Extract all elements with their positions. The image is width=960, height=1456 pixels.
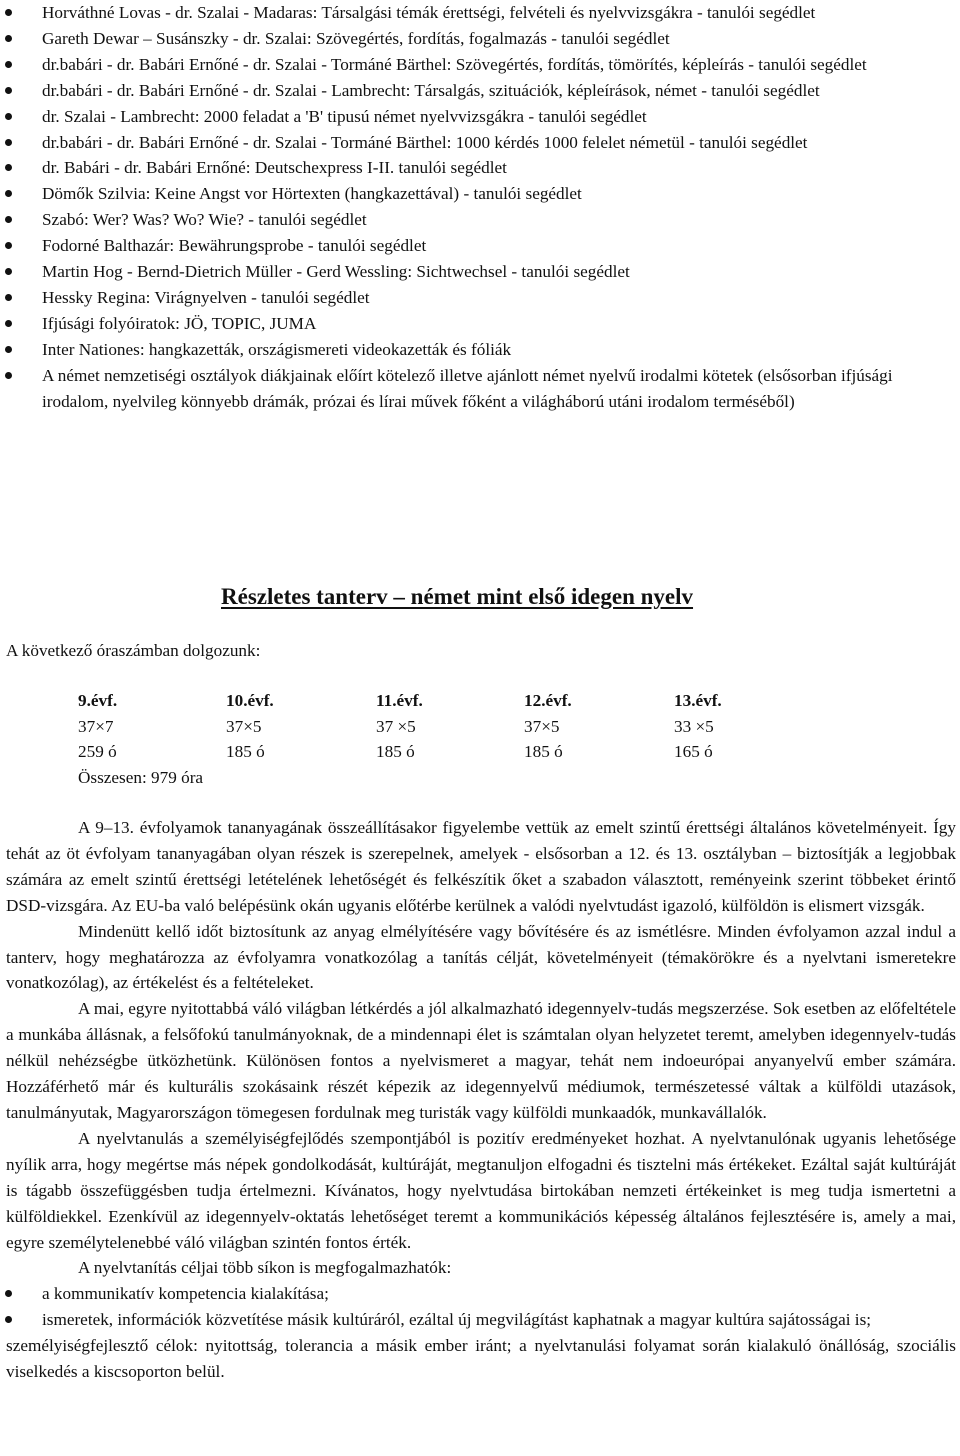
paragraph: A nyelvtanítás céljai több síkon is megfogalmazhatók:: [78, 1258, 452, 1278]
bullet-icon: [5, 35, 12, 42]
list-item: Ifjúsági folyóiratok: JÖ, TOPIC, JUMA: [0, 311, 960, 337]
table-cell: 185 ó: [376, 742, 415, 761]
table-header-cell: 9.évf.: [78, 691, 118, 710]
list-item: Gareth Dewar – Susánszky - dr. Szalai: Szövegértés, fordítás, fogalmazás - tanulói segédlet: [0, 26, 960, 52]
table-cell: 33 ×5: [674, 716, 714, 736]
section-title: Részletes tanterv – német mint első idegen nyelv: [221, 584, 694, 609]
bullet-icon: [5, 61, 12, 68]
list-item: A német nemzetiségi osztályok diákjainak előírt kötelező illetve ajánlott német nyelvű irodalmi kötetek (elsősorban ifjúsági irodalom, nyelvileg könnyebb drámák, prózai és lírai művek főként a világháború utáni irodalom terméséből): [0, 363, 960, 415]
paragraph: A nyelvtanulás a személyiségfejlődés szempontjából is pozitív eredményeket hozhat. A nyelvtanulónak ugyanis lehetősége nyílik arra, hogy megértse más népek gondolkodását, kultúráját, megtanuljon elfogadni és tisztelni más értékeket. Ezáltal saját kultúráját is tágabb összefüggésben tudja értelmezni. Kívánatos, hogy nyelvtudása birtokában nemzeti értékeinket is meg tudja ismertetni a külföldiekkel. Ezenkívül az idegennyelv-oktatás lehetőséget teremt a kommunikációs képesség általános fejlesztésére is, amely a mai, egyre személytelenebbé váló világban szintén fontos érték.: [6, 1128, 956, 1252]
table-header-cell: 11.évf.: [376, 691, 423, 710]
table-header-cell: 10.évf.: [226, 691, 274, 710]
bullet-icon: [5, 216, 12, 223]
bullet-icon: [5, 346, 12, 353]
table-header-cell: 12.évf.: [524, 691, 572, 710]
paragraph: A mai, egyre nyitottabbá váló világban létkérdés a jól alkalmazható idegennyelv-tudás megszerzése. Sok esetben az előfeltétele a munkába állásnak, a felsőfokú tanulmányoknak, de a mindennapi élet is számtalan olyan helyzetet teremt, amelyben idegennyelv-tudás nélkül nehézségbe ütközhetünk. Különösen fontos a nyelvismeret a magyar, tehát nem indoeurópai anyanyelvű ember számára. Hozzáférhető már és kulturális szokásaink részét képezik az idegennyelvű médiumok, természetessé váltak a külföldi utazások, tanulmányutak, Magyarországon tömegesen fordulnak meg turisták vagy külföldi munkaadók, munkavállalók.: [6, 999, 956, 1122]
list-item: dr. Babári - dr. Babári Ernőné: Deutschexpress I-II. tanulói segédlet: [0, 155, 960, 181]
list-item: ismeretek, információk közvetítése másik kultúráról, ezáltal új megvilágítást kaphatnak a magyar kultúra sajátosságai is;: [6, 1307, 956, 1333]
bullet-icon: [5, 87, 12, 94]
table-header-cell: 13.évf.: [674, 691, 722, 710]
table-cell: 37 ×5: [376, 716, 416, 736]
table-cell: 37×5: [524, 716, 560, 736]
paragraph: A 9–13. évfolyamok tananyagának összeállításakor figyelembe vettük az emelt szintű érettségi általános követelményeit. Így tehát az öt évfolyam tananyagában olyan részek is szerepelnek, amelyek - elsősorban a 12. és 13. osztályban – biztosítják a legjobbak számára az emelt szintű érettségi letételének lehetőségét és felkészítik őket a szabadon választott, reményeink szerint többeket érintő DSD-vizsgára. Az EU-ba való belépésünk okán ugyanis előtérbe kerülnek a valódi nyelvtudást igazoló, külföldön is elismert vizsgák.: [6, 818, 956, 915]
paragraph: személyiségfejlesztő célok: nyitottság, tolerancia a másik ember iránt; a nyelvtanulási folyamat során kialakuló önállóság, szociális viselkedés a kiscsoporton belül.: [6, 1336, 956, 1382]
bullet-icon: [5, 190, 12, 197]
reference-list: [0, 0, 960, 415]
bullet-icon: [5, 242, 12, 249]
list-item: Hessky Regina: Virágnyelven - tanulói segédlet: [0, 285, 960, 311]
bullet-icon: [5, 268, 12, 275]
list-item: Inter Nationes: hangkazetták, országismereti videokazetták és fóliák: [0, 337, 960, 363]
list-item: Szabó: Wer? Was? Wo? Wie? - tanulói segédlet: [0, 207, 960, 233]
table-header-row: [78, 688, 822, 714]
table-cell: 165 ó: [674, 742, 713, 761]
bullet-icon: [5, 139, 12, 146]
list-item: Fodorné Balthazár: Bewährungsprobe - tanulói segédlet: [0, 233, 960, 259]
list-item: Horváthné Lovas - dr. Szalai - Madaras: Társalgási témák érettségi, felvételi és nyelvvizsgákra - tanulói segédlet: [0, 0, 960, 26]
table-cell: 185 ó: [226, 742, 265, 761]
bullet-icon: [5, 372, 12, 379]
hours-table: [78, 688, 822, 790]
bullet-icon: [5, 113, 12, 120]
total-hours: Összesen: 979 óra: [78, 767, 204, 787]
list-item: dr. Szalai - Lambrecht: 2000 feladat a 'B' tipusú német nyelvvizsgákra - tanulói segédlet: [0, 104, 960, 130]
list-item: a kommunikatív kompetencia kialakítása;: [6, 1281, 956, 1307]
paragraph: Mindenütt kellő időt biztosítunk az anyag elmélyítésére vagy bővítésére és az ismétlésre. Minden évfolyamon azzal indul a tanterv, hogy meghatározza az évfolyamra vonatkozólag a tanítás célját, követelményeit (témakörökre és a nyelvtani ismeretekre vonatkozólag), az értékelést és a feltételeket.: [6, 921, 956, 993]
list-item: dr.babári - dr. Babári Ernőné - dr. Szalai - Lambrecht: Társalgás, szituációk, képleírások, német - tanulói segédlet: [0, 78, 960, 104]
bullet-icon: [5, 1290, 12, 1297]
bullet-icon: [5, 1316, 12, 1323]
list-item: dr.babári - dr. Babári Ernőné - dr. Szalai - Tormáné Bärthel: 1000 kérdés 1000 felelet németül - tanulói segédlet: [0, 130, 960, 156]
table-cell: 37×7: [78, 716, 114, 736]
list-item: dr.babári - dr. Babári Ernőné - dr. Szalai - Tormáné Bärthel: Szövegértés, fordítás, tömörítés, képleírás - tanulói segédlet: [0, 52, 960, 78]
table-row: [78, 765, 822, 791]
table-cell: 259 ó: [78, 742, 117, 761]
body-text: [6, 815, 956, 1385]
hours-intro: A következő óraszámban dolgozunk:: [6, 641, 261, 660]
table-row: [78, 714, 822, 740]
bullet-icon: [5, 294, 12, 301]
list-item: Dömők Szilvia: Keine Angst vor Hörtexten (hangkazettával) - tanulói segédlet: [0, 181, 960, 207]
bullet-icon: [5, 164, 12, 171]
list-item: Martin Hog - Bernd-Dietrich Müller - Gerd Wessling: Sichtwechsel - tanulói segédlet: [0, 259, 960, 285]
table-row: [78, 739, 822, 765]
table-cell: 37×5: [226, 716, 262, 736]
bullet-icon: [5, 9, 12, 16]
table-cell: 185 ó: [524, 742, 563, 761]
goals-list: [6, 1281, 956, 1333]
bullet-icon: [5, 320, 12, 327]
